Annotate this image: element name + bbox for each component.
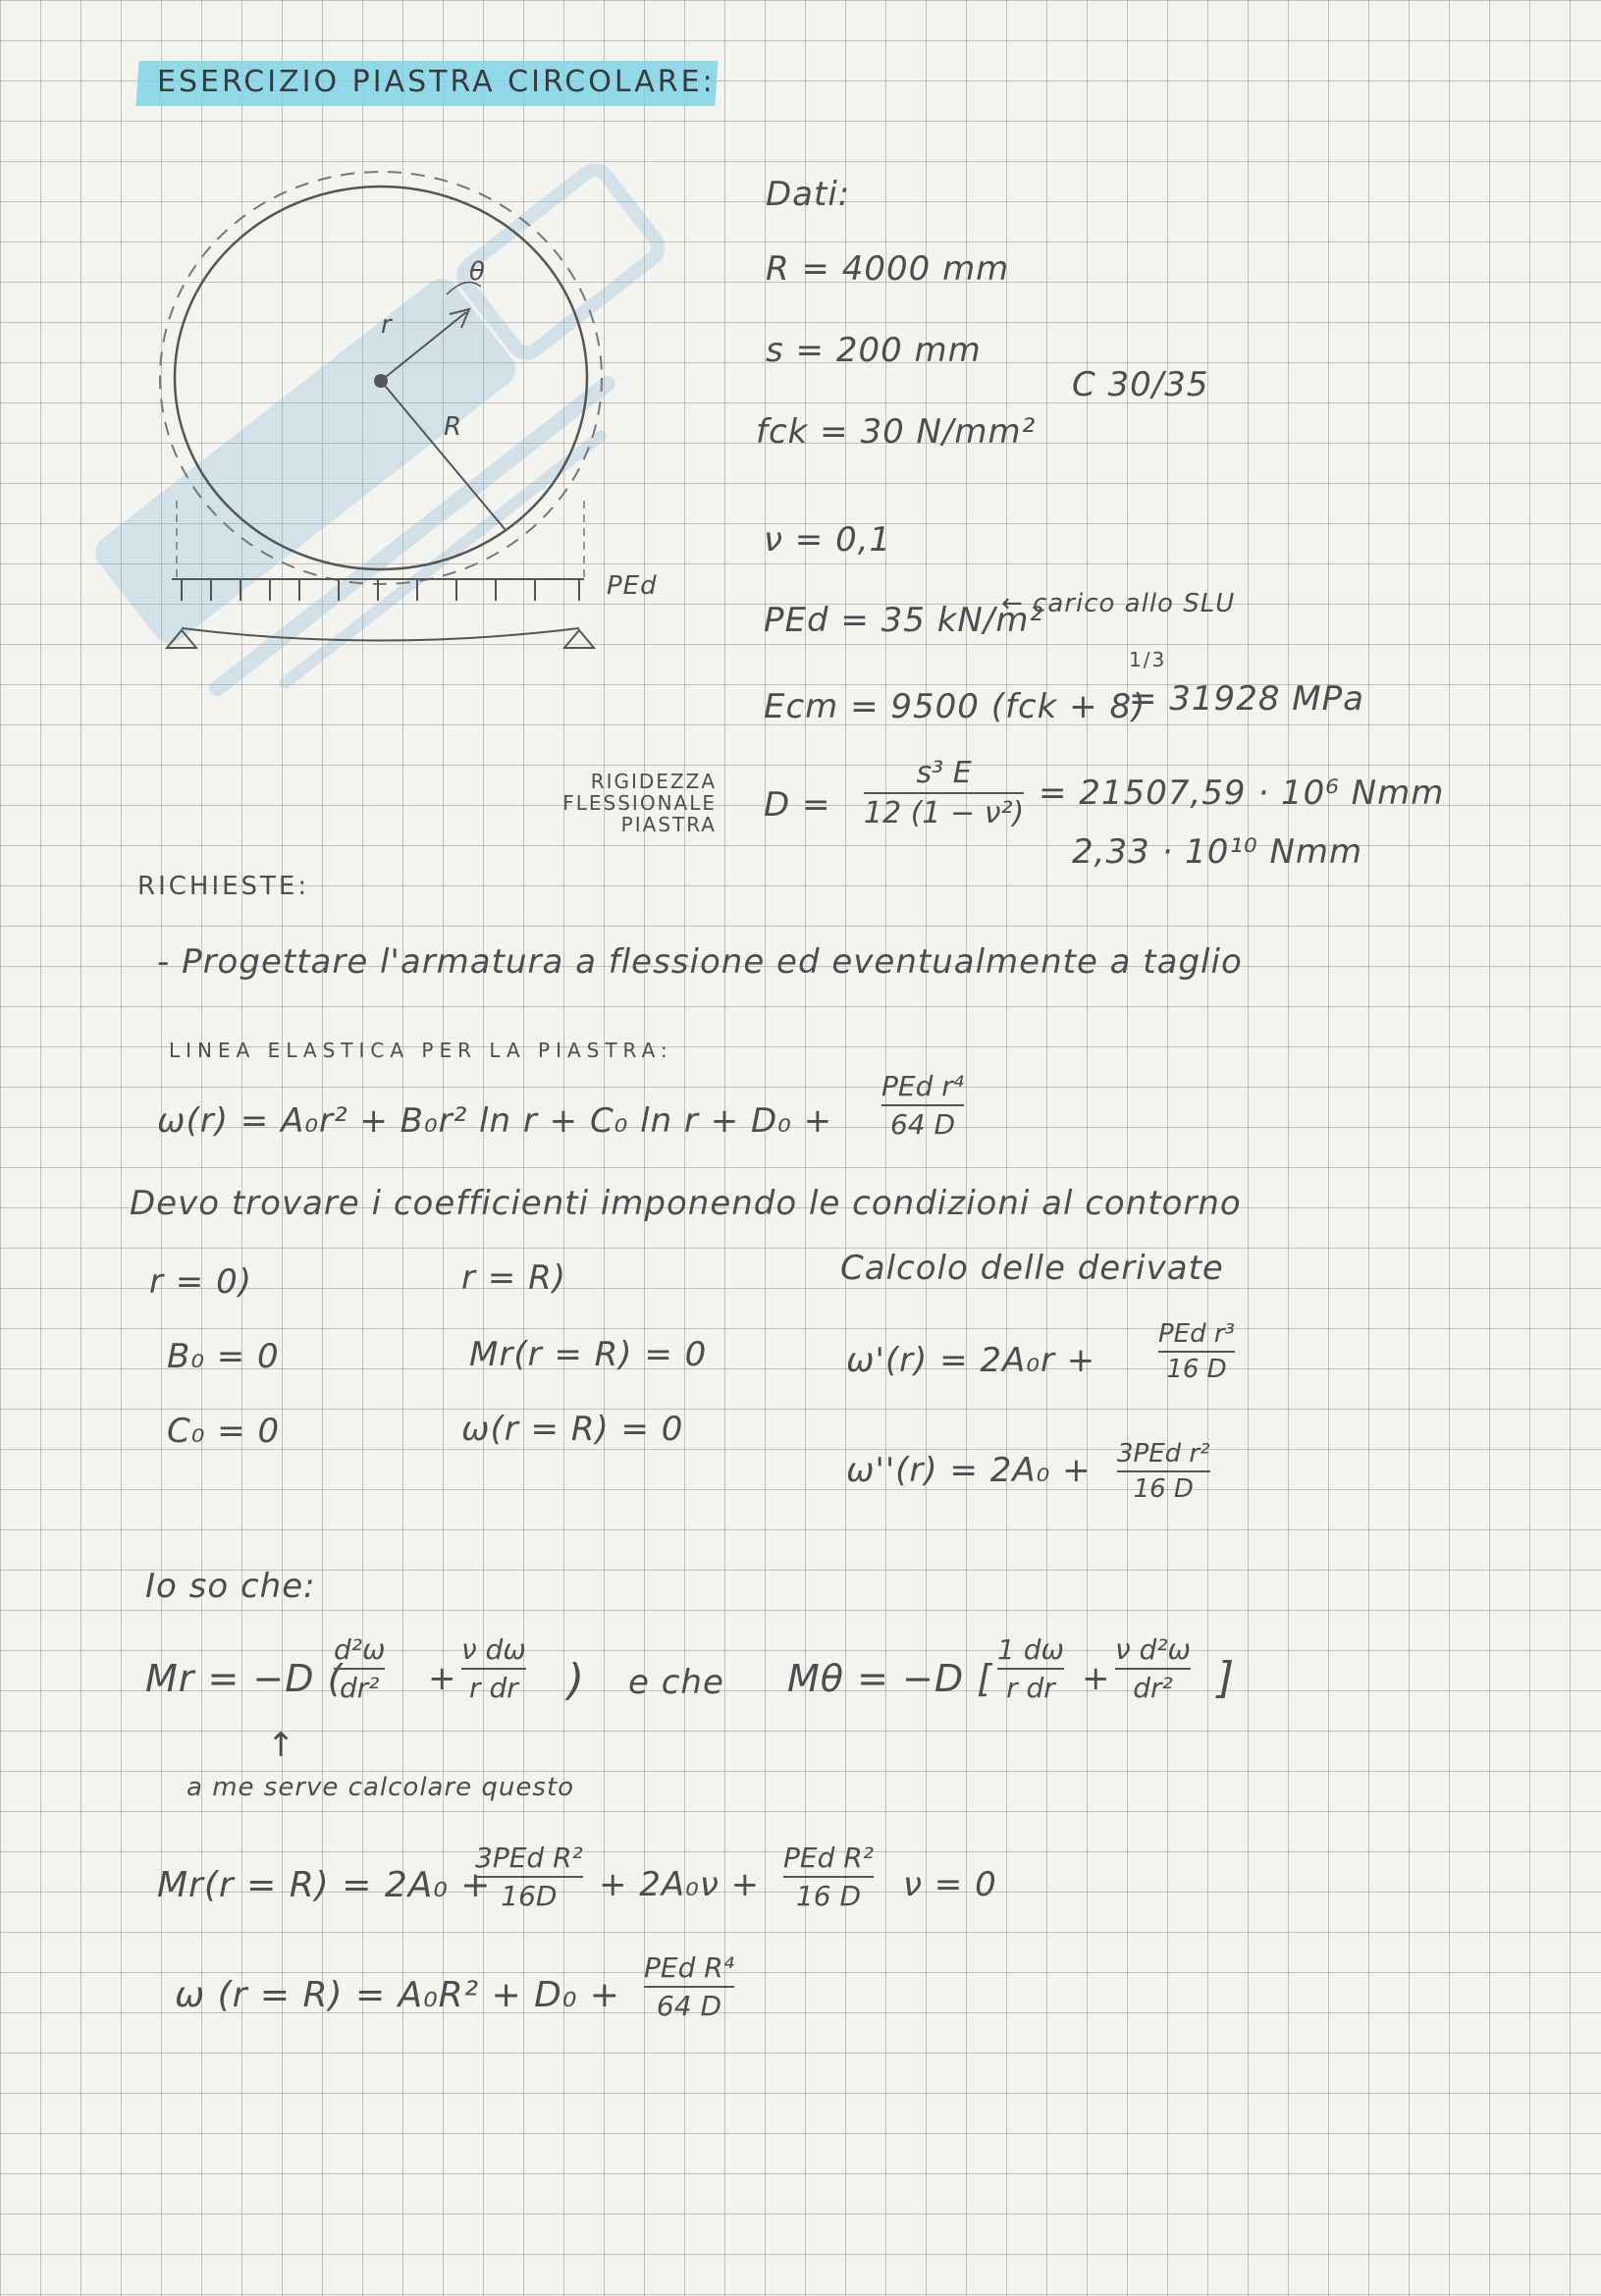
load-arrows bbox=[182, 579, 579, 601]
cond-col2-0: r = R) bbox=[461, 1258, 566, 1298]
so-mt-t2-den: dr² bbox=[1133, 1672, 1173, 1704]
calc-d1-lhs: ω'(r) = 2A₀r + bbox=[846, 1341, 1096, 1380]
cond-col1-2: C₀ = 0 bbox=[167, 1412, 281, 1451]
linea-heading: LINEA ELASTICA PER LA PIASTRA: bbox=[169, 1039, 673, 1062]
so-mr-lhs: Mr = −D ( bbox=[145, 1657, 344, 1700]
dati-ecm-lhs: Ecm = 9500 (fck + 8) bbox=[764, 687, 1147, 726]
rigidezza-label: RIGIDEZZA FLESSIONALE PIASTRA bbox=[562, 770, 717, 836]
final-w-fraction bbox=[644, 1951, 734, 2022]
figure-label-R: R bbox=[444, 412, 463, 442]
so-mr-t2-den: r dr bbox=[469, 1672, 518, 1704]
dati-ecm-rhs: = 31928 MPa bbox=[1129, 679, 1364, 719]
calc-d1-den: 16 D bbox=[1166, 1355, 1227, 1384]
so-mr-t1-den: dr² bbox=[339, 1672, 380, 1704]
final-mr-lhs: Mr(r = R) = 2A₀ + bbox=[157, 1865, 492, 1905]
so-mt-t1-num: 1 dω bbox=[997, 1633, 1064, 1666]
final-w-den: 64 D bbox=[656, 1990, 722, 2022]
dati-D-lhs: D = bbox=[764, 785, 831, 825]
so-note: a me serve calcolare questo bbox=[187, 1773, 575, 1802]
so-mt-t2-num: ν d²ω bbox=[1115, 1633, 1191, 1666]
so-mt-lhs: Mθ = −D [ bbox=[787, 1657, 993, 1700]
dati-D-val1: = 21507,59 · 10⁶ Nmm bbox=[1039, 774, 1445, 813]
final-mr-den1: 16D bbox=[501, 1880, 558, 1912]
final-mr-den2: 16 D bbox=[795, 1880, 862, 1912]
calc-d1-num: PEd r³ bbox=[1158, 1319, 1235, 1349]
dati-nu: ν = 0,1 bbox=[764, 520, 892, 560]
dati-s: s = 200 mm bbox=[766, 331, 982, 370]
radius-r-arrow bbox=[381, 312, 466, 381]
linea-note: Devo trovare i coefficienti imponendo le condizioni al contorno bbox=[130, 1184, 1242, 1223]
final-mr-frac2 bbox=[783, 1842, 874, 1912]
linea-eq-den: 64 D bbox=[889, 1108, 956, 1141]
calc-d2-den: 16 D bbox=[1133, 1474, 1194, 1504]
calc-d1-fraction bbox=[1158, 1319, 1235, 1384]
so-mr-close: ) bbox=[567, 1655, 586, 1705]
dati-D-val2: 2,33 · 10¹⁰ Nmm bbox=[1072, 832, 1363, 872]
final-w-num: PEd R⁴ bbox=[644, 1951, 734, 1984]
final-mr-num2: PEd R² bbox=[783, 1842, 874, 1874]
load-beam-bottom bbox=[182, 628, 579, 641]
dati-D-den: 12 (1 − ν²) bbox=[864, 796, 1025, 830]
support-right bbox=[564, 630, 594, 648]
so-mr-plus: + bbox=[428, 1659, 457, 1698]
dati-ped-note: ← carico allo SLU bbox=[1001, 589, 1236, 618]
dati-ecm-exp: 1/3 bbox=[1129, 648, 1167, 671]
support-left bbox=[167, 630, 196, 648]
figure-label-theta: θ bbox=[469, 257, 486, 287]
so-mr-t2-num: ν dω bbox=[461, 1633, 526, 1666]
dati-D-fraction bbox=[864, 756, 1024, 830]
so-arrow: ↑ bbox=[267, 1726, 296, 1765]
so-mt-plus: + bbox=[1082, 1659, 1111, 1698]
dati-R: R = 4000 mm bbox=[766, 249, 1010, 289]
final-mr-frac1 bbox=[475, 1842, 583, 1912]
so-mr-t1-num: d²ω bbox=[334, 1633, 386, 1666]
cond-col1-1: B₀ = 0 bbox=[167, 1337, 280, 1376]
dati-ped: PEd = 35 kN/m² bbox=[764, 601, 1044, 640]
dati-concrete-class: C 30/35 bbox=[1072, 365, 1209, 404]
dati-heading: Dati: bbox=[766, 175, 851, 214]
richieste-heading: RICHIESTE: bbox=[137, 872, 310, 901]
page-title: ESERCIZIO PIASTRA CIRCOLARE: bbox=[157, 65, 716, 99]
richieste-item: - Progettare l'armatura a flessione ed eventualmente a taglio bbox=[157, 942, 1243, 982]
calc-d2-lhs: ω''(r) = 2A₀ + bbox=[846, 1451, 1092, 1490]
linea-eq-num: PEd r⁴ bbox=[881, 1070, 964, 1102]
cond-col2-2: ω(r = R) = 0 bbox=[461, 1410, 684, 1449]
radius-R-line bbox=[381, 381, 506, 530]
linea-eq: ω(r) = A₀r² + B₀r² ln r + C₀ ln r + D₀ + bbox=[157, 1101, 833, 1141]
calc-d2-fraction bbox=[1117, 1439, 1210, 1504]
dati-fck: fck = 30 N/mm² bbox=[756, 412, 1037, 452]
so-mr-term1 bbox=[334, 1633, 385, 1704]
dati-D-num: s³ E bbox=[916, 756, 972, 790]
cond-col2-1: Mr(r = R) = 0 bbox=[469, 1335, 708, 1374]
figure-label-r: r bbox=[381, 310, 393, 340]
so-mt-close: ] bbox=[1217, 1653, 1236, 1703]
final-mr-end: ν = 0 bbox=[903, 1865, 997, 1904]
so-heading: Io so che: bbox=[145, 1567, 316, 1606]
linea-eq-fraction bbox=[881, 1070, 964, 1141]
so-mt-term1 bbox=[997, 1633, 1064, 1704]
so-mt-term2 bbox=[1115, 1633, 1191, 1704]
cond-col1-0: r = 0) bbox=[149, 1262, 252, 1302]
calc-heading: Calcolo delle derivate bbox=[840, 1249, 1224, 1288]
so-mt-t1-den: r dr bbox=[1006, 1672, 1055, 1704]
final-mr-num1: 3PEd R² bbox=[475, 1842, 583, 1874]
so-e-che: e che bbox=[628, 1663, 724, 1702]
final-mr-mid: + 2A₀ν + bbox=[599, 1865, 761, 1904]
final-w-lhs: ω (r = R) = A₀R² + D₀ + bbox=[175, 1975, 620, 2015]
calc-d2-num: 3PEd r² bbox=[1117, 1439, 1210, 1468]
so-mr-term2 bbox=[461, 1633, 526, 1704]
figure-label-load: PEd bbox=[607, 571, 658, 601]
